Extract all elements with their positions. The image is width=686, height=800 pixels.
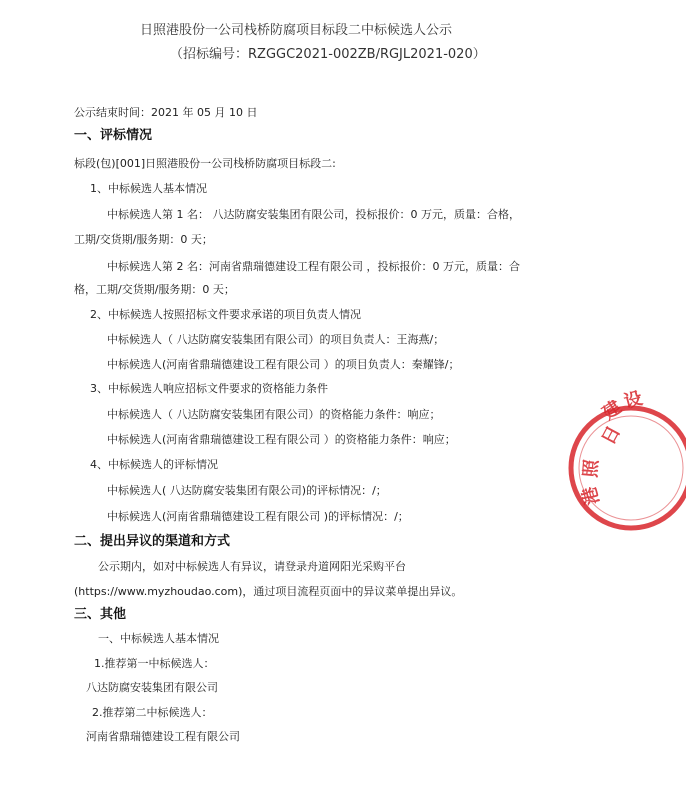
candidate2-line1: 中标候选人第 2 名：河南省鼎瑞德建设工程有限公司 ，投标报价：0 万元，质量：合 — [107, 260, 520, 273]
item4-line1: 中标候选人( 八达防腐安装集团有限公司)的评标情况：/； — [107, 484, 387, 497]
publicity-end-date: 公示结束时间：2021 年 05 月 10 日 — [74, 106, 258, 119]
document-title: 日照港股份一公司栈桥防腐项目标段二中标候选人公示 — [140, 23, 453, 38]
tender-code: （招标编号：RZGGC2021-002ZB/RGJL2021-020） — [170, 47, 486, 62]
candidate1-line2: 工期/交货期/服务期：0 天； — [74, 233, 213, 246]
svg-text:港: 港 — [578, 484, 604, 508]
candidate1-line1: 中标候选人第 1 名： 八达防腐安装集团有限公司，投标报价：0 万元，质量：合格， — [107, 208, 520, 221]
item1-title: 1、中标候选人基本情况 — [90, 182, 207, 195]
section-heading-evaluation: 一、评标情况 — [74, 128, 153, 143]
item3-line2: 中标候选人(河南省鼎瑞德建设工程有限公司 ）的资格能力条件：响应； — [107, 433, 456, 446]
svg-text:建: 建 — [598, 396, 626, 425]
recommend-first-label: 1.推荐第一中标候选人： — [94, 657, 215, 670]
item2-title: 2、中标候选人按照招标文件要求承诺的项目负责人情况 — [90, 308, 361, 321]
candidate2-line2: 格，工期/交货期/服务期：0 天； — [74, 283, 235, 296]
recommend-second-name: 河南省鼎瑞德建设工程有限公司 — [86, 730, 240, 743]
item4-title: 4、中标候选人的评标情况 — [90, 458, 218, 471]
objection-line2: (https://www.myzhoudao.com)，通过项目流程页面中的异议菜单提出异议。 — [74, 585, 463, 598]
svg-text:设: 设 — [621, 387, 645, 413]
item4-line2: 中标候选人(河南省鼎瑞德建设工程有限公司 )的评标情况：/； — [107, 510, 409, 523]
lot-line: 标段(包)[001]日照港股份一公司栈桥防腐项目标段二: — [74, 157, 336, 170]
section-heading-objection: 二、提出异议的渠道和方式 — [74, 534, 231, 549]
section-heading-other: 三、其他 — [74, 607, 127, 622]
item2-line2: 中标候选人(河南省鼎瑞德建设工程有限公司 ）的项目负责人：秦耀锋/； — [107, 358, 460, 371]
svg-text:日: 日 — [597, 422, 625, 449]
recommend-second-label: 2.推荐第二中标候选人： — [92, 706, 213, 719]
svg-text:照: 照 — [580, 458, 603, 479]
company-seal — [566, 387, 686, 538]
item3-title: 3、中标候选人响应招标文件要求的资格能力条件 — [90, 382, 328, 395]
recommend-first-name: 八达防腐安装集团有限公司 — [86, 681, 218, 694]
other-subheading: 一、中标候选人基本情况 — [98, 632, 219, 645]
item2-line1: 中标候选人（ 八达防腐安装集团有限公司）的项目负责人：王海燕/； — [107, 333, 445, 346]
objection-line1: 公示期内，如对中标候选人有异议，请登录舟道网阳光采购平台 — [98, 560, 406, 573]
item3-line1: 中标候选人（ 八达防腐安装集团有限公司）的资格能力条件：响应； — [107, 408, 441, 421]
